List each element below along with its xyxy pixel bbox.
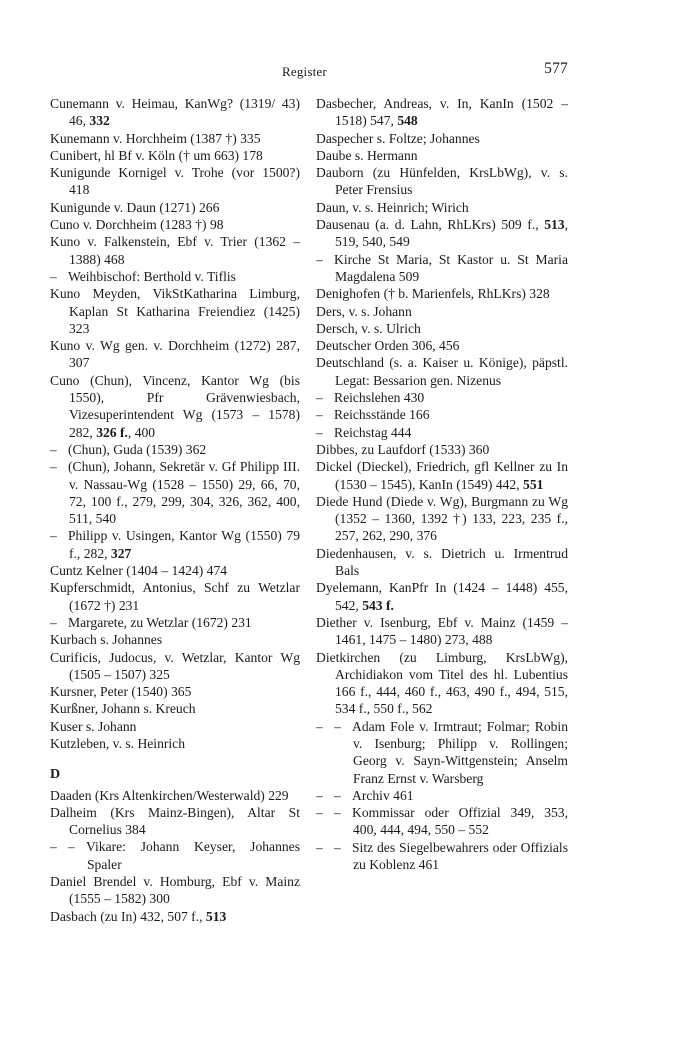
index-entry [50,199,300,216]
index-entry [50,804,300,839]
index-entry [50,649,300,684]
index-entry [316,147,568,164]
index-entry [50,631,300,648]
index-entry [50,735,300,752]
index-entry [316,285,568,302]
index-entry [316,441,568,458]
entry-text: Diede Hund (Diede v. Wg), Burgmann zu Wg (1352 – 1360, 1392 †) 133, 223, 235 f., 257, 262, 290, 376 [316,493,568,544]
entry-text: Cunibert, hl Bf v. Köln († um 663) 178 [50,147,263,163]
entry-text: Kupferschmidt, Antonius, Schf zu Wetzlar (1672 †) 231 [50,580,300,613]
entry-text: Dasbach (zu In) 432, 507 f., [50,908,206,924]
entry-text: Kuno Meyden, VikStKatharina Limburg, Kaplan St Katharina Freiendiez (1425) 323 [50,286,300,336]
index-entry [316,354,568,389]
index-entry [316,614,568,649]
entry-text: Archiv 461 [352,787,414,803]
index-subentry [316,389,568,406]
subentry-dash: – [316,839,323,855]
index-subentry [316,424,568,441]
entry-text: Deutschland (s. a. Kaiser u. Könige), päpstl. Legat: Bessarion gen. Nizenus [316,355,568,388]
index-subentry [50,527,300,562]
index-entry [50,873,300,908]
index-entry [316,320,568,337]
index-entry [316,545,568,580]
index-column-left [50,95,300,925]
index-entry [50,908,300,925]
index-entry [50,579,300,614]
index-entry [316,493,568,545]
index-subentry [316,718,568,787]
entry-text: Ders, v. s. Johann [316,303,412,319]
subentry-dash: – [316,805,323,821]
index-entry [50,683,300,700]
entry-text: Cuntz Kelner (1404 – 1424) 474 [50,563,228,579]
index-entry [50,130,300,147]
entry-text: Kommissar oder Offizial 349, 353, 400, 444, 494, 550 – 552 [352,805,568,838]
entry-text: Kutzleben, v. s. Heinrich [50,735,186,751]
entry-text: Daspecher s. Foltze; Johannes [316,130,480,146]
index-entry [50,700,300,717]
subentry-dash: – [50,614,57,630]
entry-text: Diether v. Isenburg, Ebf v. Mainz (1459 – 1461, 1475 – 1480) 273, 488 [316,614,568,648]
index-subentry [50,458,300,527]
main-reference: 548 [397,113,418,129]
entry-text: Kurßner, Johann s. Kreuch [50,701,196,717]
index-entry [316,199,568,216]
entry-text: Dyelemann, KanPfr In (1424 – 1448) 455, 542, [316,580,568,613]
subentry-dash: – [50,839,57,855]
index-entry [50,562,300,579]
entry-text: Kuno v. Wg gen. v. Dorchheim (1272) 287, 307 [50,338,300,371]
entry-text: Cunemann v. Heimau, KanWg? (1319/ 43) 46, [50,96,300,129]
index-subentry [50,614,300,631]
entry-text: Kuno v. Falkenstein, Ebf v. Trier (1362 – 1388) 468 [50,234,300,267]
subentry-dash: – [316,424,323,440]
section-letter: D [50,767,61,783]
entry-text: Daaden (Krs Altenkirchen/Westerwald) 229 [50,787,289,803]
entry-text: Kunigunde Kornigel v. Trohe (vor 1500?) 418 [50,165,300,198]
index-entry [316,337,568,354]
index-entry [316,164,568,199]
index-subentry [50,838,300,873]
entry-text: Kunigunde v. Daun (1271) 266 [50,199,220,215]
entry-text: Vikare: Johann Keyser, Johannes Spaler [86,839,300,872]
subentry-dash: – [334,787,341,803]
entry-text: Dasbecher, Andreas, v. In, KanIn (1502 – 1518) 547, [316,96,568,129]
index-entry [316,303,568,320]
index-entry [50,216,300,233]
subentry-dash: – [68,839,75,855]
index-entry [50,147,300,164]
subentry-dash: – [316,390,323,406]
entry-text: Daube s. Hermann [316,147,418,163]
index-subentry [50,268,300,285]
main-reference: 513 [544,217,565,233]
entry-text: (Chun), Johann, Sekretär v. Gf Philipp III. v. Nassau-Wg (1528 – 1550) 29, 66, 70, 72, 100 f., 279, 299, 304, 326, 362, 400, 511, 540 [68,459,300,527]
index-subentry [316,804,568,839]
entry-text: Cuno v. Dorchheim (1283 †) 98 [50,217,224,233]
page-number: 577 [544,60,568,77]
subentry-dash: – [316,787,323,803]
index-entry [50,718,300,735]
entry-text: Dalheim (Krs Mainz-Bingen), Altar St Cornelius 384 [50,804,300,838]
index-subentry [316,406,568,423]
running-title: Register [282,64,327,79]
entry-text-tail: , 400 [127,424,156,440]
entry-text: Kurbach s. Johannes [50,632,163,648]
index-entry [50,337,300,372]
main-reference: 332 [89,113,110,129]
entry-text: Reichstag 444 [334,424,412,440]
entry-text: Dausenau (a. d. Lahn, RhLKrs) 509 f., [316,217,545,233]
index-entry [50,285,300,337]
entry-text: Curificis, Judocus, v. Wetzlar, Kantor Wg (1505 – 1507) 325 [50,649,300,682]
entry-text: Sitz des Siegelbewahrers oder Offizials zu Koblenz 461 [352,839,568,873]
entry-text: Dibbes, zu Laufdorf (1533) 360 [316,441,490,457]
entry-text: Reichsstände 166 [334,407,430,423]
index-entry [50,372,300,441]
main-reference: 513 [205,908,227,924]
entry-text: Adam Fole v. Irmtraut; Folmar; Robin v. Isenburg; Philipp v. Rollingen; Georg v. Sayn-Wittgenstein; Anselm Franz Ernst v. Warsberg [352,718,568,786]
index-column-right [316,95,568,873]
index-entry [316,216,568,251]
index-entry [316,95,568,130]
entry-text: Dickel (Dieckel), Friedrich, gfl Kellner zu In (1530 – 1545), KanIn (1549) 442, [316,459,568,492]
entry-text: Daniel Brendel v. Homburg, Ebf v. Mainz (1555 – 1582) 300 [50,874,300,907]
main-reference: 543 f. [362,597,394,613]
subentry-dash: – [334,805,341,821]
index-subentry [316,839,568,874]
index-entry [50,233,300,268]
entry-text: Dersch, v. s. Ulrich [316,320,421,336]
main-reference: 327 [110,545,132,561]
entry-text: Deutscher Orden 306, 456 [316,338,460,354]
entry-text: Kursner, Peter (1540) 365 [50,684,192,700]
subentry-dash: – [316,718,323,734]
entry-text-tail: , 519, 540, 549 [335,217,568,250]
entry-text: (Chun), Guda (1539) 362 [68,441,207,457]
index-subentry [50,441,300,458]
index-subentry [316,251,568,286]
entry-text: Weihbischof: Berthold v. Tiflis [68,268,236,284]
entry-text: Diedenhausen, v. s. Dietrich u. Irmentrud Bals [316,545,568,579]
index-entry [316,579,568,614]
subentry-dash: – [50,459,57,475]
entry-text: Cuno (Chun), Vincenz, Kantor Wg (bis 1550), Pfr Grävenwiesbach, Vizesuperintendent Wg (1573 – 1578) 282, [50,372,300,440]
subentry-dash: – [316,407,323,423]
entry-text: Denighofen († b. Marienfels, RhLKrs) 328 [316,286,550,302]
index-entry [50,164,300,199]
subentry-dash: – [50,528,57,544]
entry-text: Kuser s. Johann [50,718,137,734]
index-entry [316,649,568,718]
subentry-dash: – [50,441,57,457]
index-entry [50,95,300,130]
index-entry [316,458,568,493]
subentry-dash: – [334,718,341,734]
entry-text: Kirche St Maria, St Kastor u. St Maria Magdalena 509 [334,251,568,284]
subentry-dash: – [316,251,323,267]
index-entry [50,787,300,804]
entry-text: Kunemann v. Horchheim (1387 †) 335 [50,130,261,146]
entry-text: Reichslehen 430 [334,390,425,406]
entry-text: Daun, v. s. Heinrich; Wirich [316,199,469,215]
index-entry [316,130,568,147]
entry-text: Dauborn (zu Hünfelden, KrsLbWg), v. s. Peter Frensius [316,165,568,198]
subentry-dash: – [334,839,341,855]
entry-text: Philipp v. Usingen, Kantor Wg (1550) 79 f., 282, [68,528,300,561]
main-reference: 326 f. [96,424,128,440]
main-reference: 551 [523,476,544,492]
entry-text: Dietkirchen (zu Limburg, KrsLbWg), Archidiakon vom Titel des hl. Lubentius 166 f., 444, 460 f., 463, 490 f., 494, 515, 534 f., 550 f., 562 [316,649,568,717]
index-subentry [316,787,568,804]
entry-text: Margarete, zu Wetzlar (1672) 231 [68,614,252,630]
subentry-dash: – [50,268,57,284]
